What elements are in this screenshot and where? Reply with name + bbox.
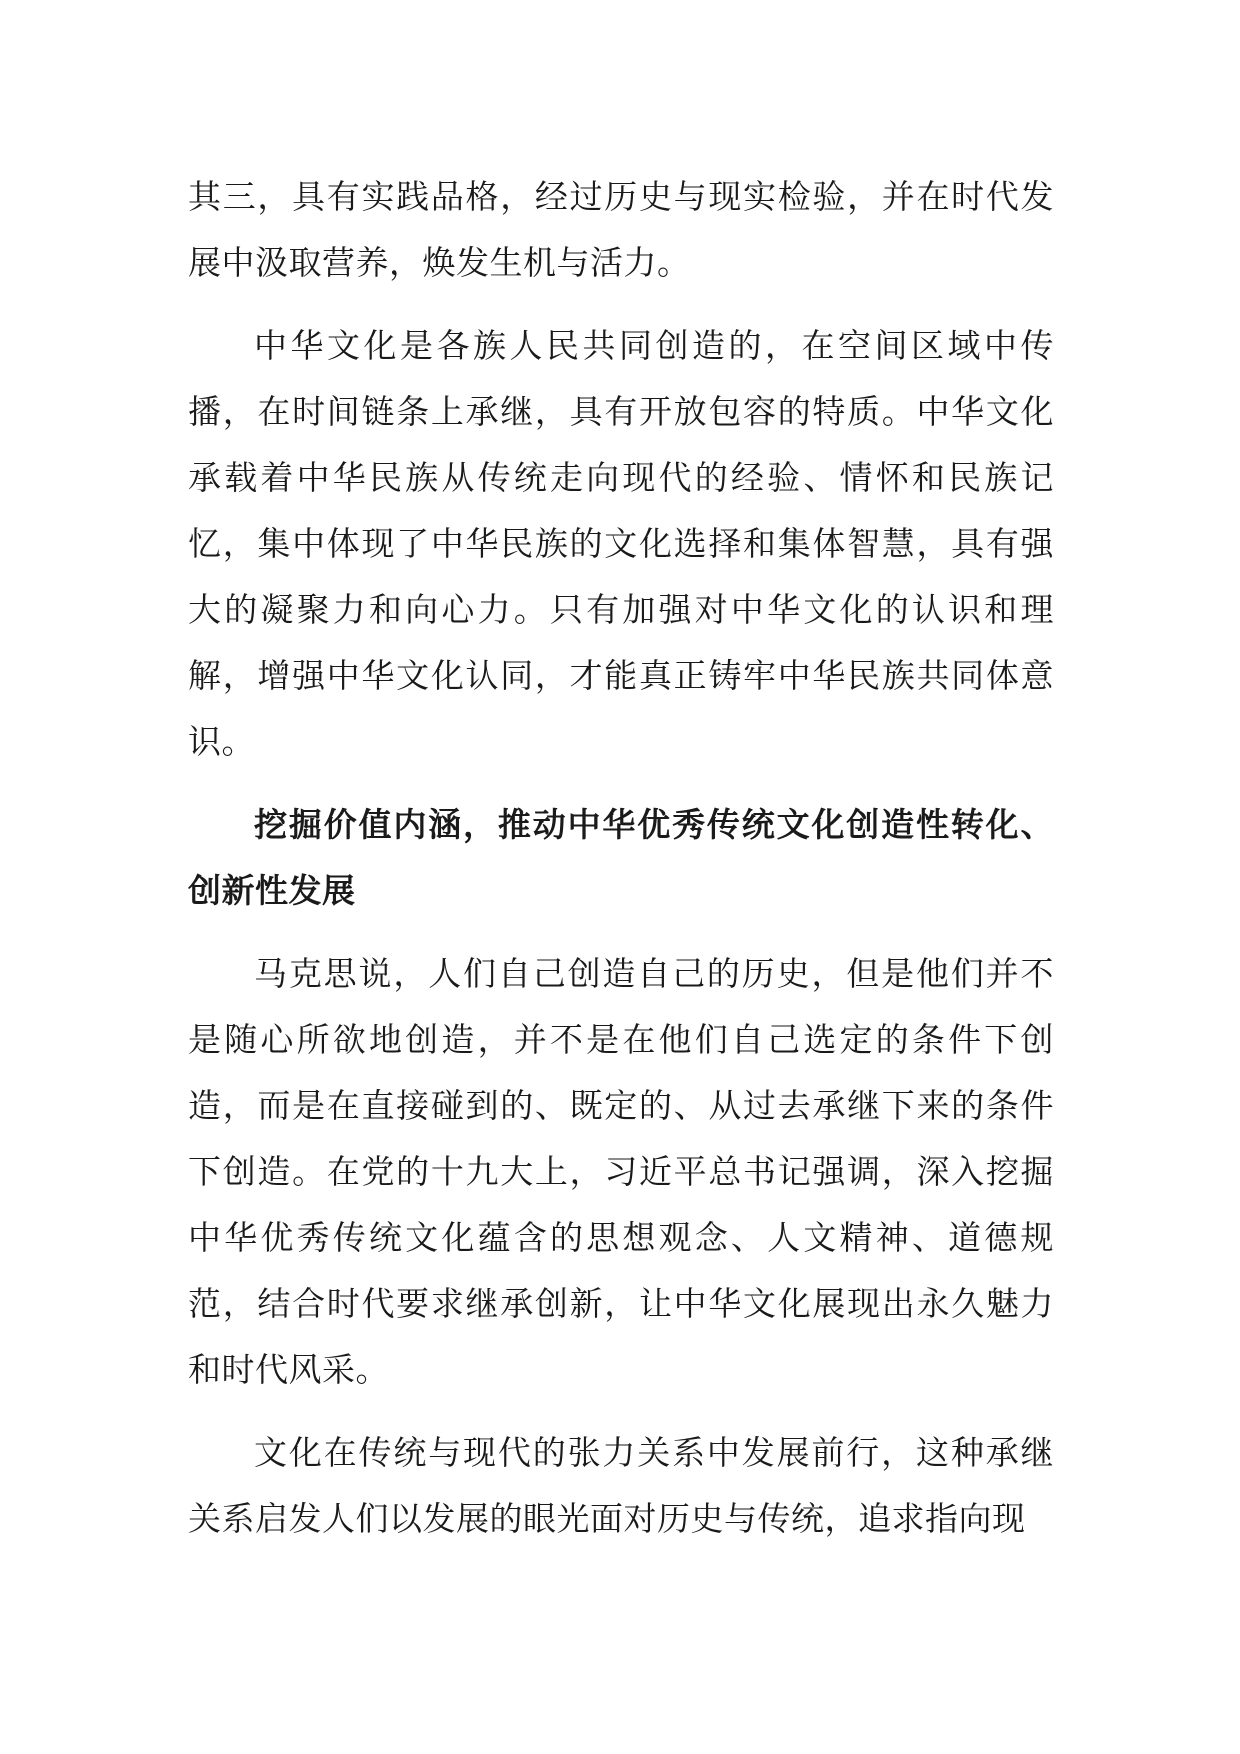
- document-page: [188, 164, 1054, 1569]
- paragraph-1: 其三，具有实践品格，经过历史与现实检验，并在时代发展中汲取营养，焕发生机与活力。: [188, 177, 1054, 282]
- paragraph-2: 中华文化是各族人民共同创造的，在空间区域中传播，在时间链条上承继，具有开放包容的特质。中华文化承载着中华民族从传统走向现代的经验、情怀和民族记忆，集中体现了中华民族的文化选择和集体智慧，具有强大的凝聚力和向心力。只有加强对中华文化的认识和理解，增强中华文化认同，才能真正铸牢中华民族共同体意识。: [188, 326, 1054, 761]
- section-heading: 挖掘价值内涵，推动中华优秀传统文化创造性转化、创新性发展: [188, 805, 1054, 910]
- paragraph-4: 文化在传统与现代的张力关系中发展前行，这种承继关系启发人们以发展的眼光面对历史与传统，追求指向现: [188, 1433, 1054, 1538]
- paragraph-3: 马克思说，人们自己创造自己的历史，但是他们并不是随心所欲地创造，并不是在他们自己选定的条件下创造，而是在直接碰到的、既定的、从过去承继下来的条件下创造。在党的十九大上，习近平总书记强调，深入挖掘中华优秀传统文化蕴含的思想观念、人文精神、道德规范，结合时代要求继承创新，让中华文化展现出永久魅力和时代风采。: [188, 954, 1054, 1389]
